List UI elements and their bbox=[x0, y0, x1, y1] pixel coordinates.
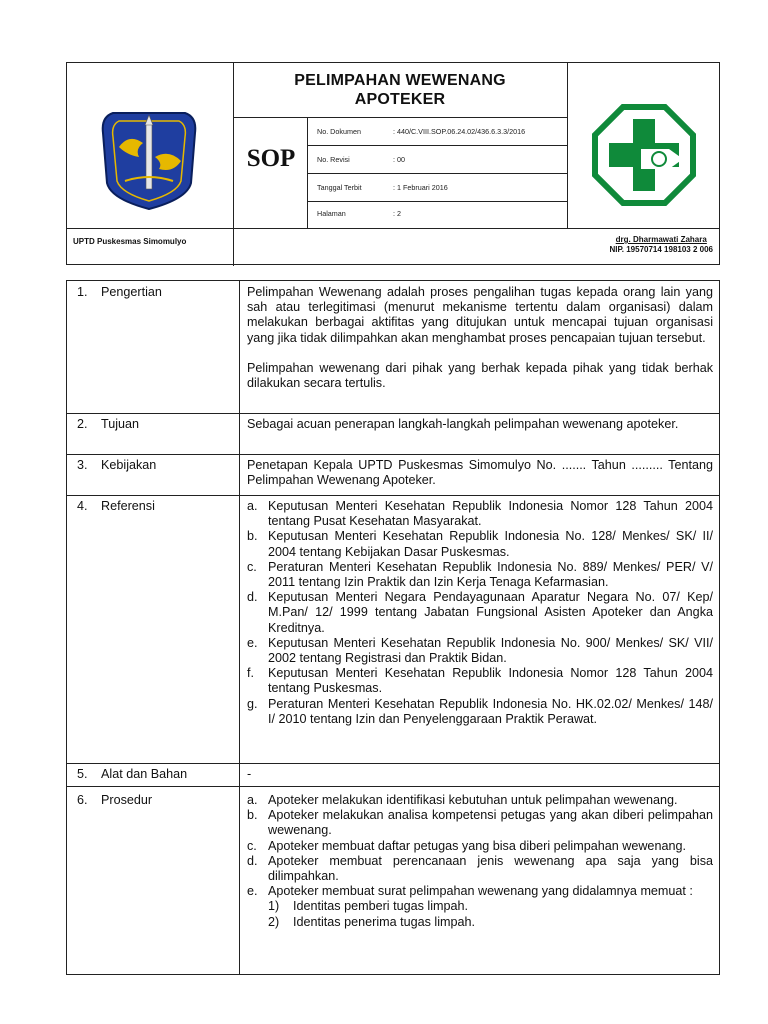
procedure-list bbox=[247, 793, 713, 899]
section-number: 3. bbox=[77, 458, 88, 472]
list-item: f. Keputusan Menteri Kesehatan Republik Indonesia Nomor 128 Tahun 2004 tentang Puskesmas. bbox=[247, 666, 713, 696]
section-label-referensi bbox=[77, 499, 155, 513]
meta-value: : 00 bbox=[393, 155, 405, 164]
list-item: 1) Identitas pemberi tugas limpah. bbox=[268, 899, 469, 914]
list-item: e. Keputusan Menteri Kesehatan Republik Indonesia No. 900/ Menkes/ SK/ VII/ 2002 tentang Registrasi dan Praktik Bidan. bbox=[247, 635, 713, 666]
section-title: Tujuan bbox=[101, 417, 140, 431]
list-item: g. Peraturan Menteri Kesehatan Republik Indonesia No. HK.02.02/ Menkes/ 148/ I/ 2010 tentang Izin dan Penyelenggaraan Praktik Perawat. bbox=[247, 696, 713, 726]
puskesmas-green-cross-logo-icon bbox=[589, 101, 699, 209]
sop-header-table bbox=[66, 62, 720, 265]
sop-content-table bbox=[66, 280, 720, 975]
meta-value: : 440/C.VIII.SOP.06.24.02/436.6.3.3/2016 bbox=[393, 127, 526, 136]
meta-label: No. Dokumen bbox=[317, 127, 361, 136]
meta-label: Tanggal Terbit bbox=[317, 183, 362, 192]
section-title: Alat dan Bahan bbox=[101, 767, 188, 781]
reference-list bbox=[247, 499, 713, 727]
section-title: Pengertian bbox=[101, 285, 162, 299]
section-body-prosedur bbox=[247, 793, 713, 930]
list-item: e. Apoteker membuat surat pelimpahan wewenang yang didalamnya memuat : bbox=[247, 884, 693, 899]
surabaya-city-emblem-icon bbox=[99, 103, 199, 213]
institution-name: UPTD Puskesmas Simomulyo bbox=[73, 237, 187, 246]
meta-row-revision bbox=[317, 155, 405, 164]
title-line-1: PELIMPAHAN WEWENANG bbox=[294, 72, 506, 89]
section-title: Kebijakan bbox=[101, 458, 157, 472]
list-item: d. Apoteker membuat perencanaan jenis wewenang apa saja yang bisa dilimpahkan. bbox=[247, 853, 713, 884]
meta-value: : 2 bbox=[393, 209, 401, 218]
meta-label: Halaman bbox=[317, 209, 346, 218]
section-body-pengertian bbox=[247, 285, 713, 391]
meta-label: No. Revisi bbox=[317, 155, 350, 164]
section-label-kebijakan bbox=[77, 458, 156, 472]
list-item: c. Apoteker membuat daftar petugas yang bisa diberi pelimpahan wewenang. bbox=[247, 838, 686, 853]
section-body-kebijakan: Penetapan Kepala UPTD Puskesmas Simomulyo No. ....... Tahun ......... Tentang Pelimpahan Wewenang Apoteker. bbox=[247, 458, 713, 488]
section-label-tujuan bbox=[77, 417, 139, 431]
meta-row-page bbox=[317, 209, 401, 218]
list-item: b. Apoteker melakukan analisa kompetensi petugas yang akan diberi pelimpahan wewenang. bbox=[247, 808, 713, 838]
definition-paragraph-1: Pelimpahan Wewenang adalah proses pengalihan tugas kepada orang lain yang sah atau terlegitimasi (menurut mekanisme tertentu dalam organisasi) dalam melakukan berbagai aktifitas yang ditujukan untuk mencapai tujuan organisasi yang jika tidak dilimpahkan akan menghambat proses pencapaian tujuan tersebut. bbox=[247, 285, 713, 345]
section-number: 5. bbox=[77, 767, 88, 781]
list-item: d. Keputusan Menteri Negara Pendayagunaan Aparatur Negara No. 07/ Kep/ M.Pan/ 12/ 1999 tentang Jabatan Fungsional Asisten Apoteker dan Angka Kreditnya. bbox=[247, 590, 713, 635]
list-item: 2) Identitas penerima tugas limpah. bbox=[268, 914, 476, 929]
list-item: a. Keputusan Menteri Kesehatan Republik Indonesia Nomor 128 Tahun 2004 tentang Pusat Kesehatan Masyarakat. bbox=[247, 499, 713, 529]
section-label-pengertian bbox=[77, 285, 162, 299]
section-number: 2. bbox=[77, 417, 88, 431]
title-line-2: APOTEKER bbox=[354, 91, 446, 108]
signatory-nip: NIP. 19570714 198103 2 006 bbox=[609, 245, 713, 254]
section-title: Prosedur bbox=[101, 793, 153, 807]
meta-row-issue-date bbox=[317, 183, 448, 192]
list-item: a. Apoteker melakukan identifikasi kebutuhan untuk pelimpahan wewenang. bbox=[247, 793, 678, 807]
list-item: c. Peraturan Menteri Kesehatan Republik Indonesia No. 889/ Menkes/ PER/ V/ 2011 tentang Izin Praktik dan Izin Kerja Tenaga Kefarmasian. bbox=[247, 559, 713, 590]
document-title bbox=[233, 63, 567, 117]
list-item: b. Keputusan Menteri Kesehatan Republik Indonesia No. 128/ Menkes/ SK/ II/ 2004 tentang Kebijakan Dasar Puskesmas. bbox=[247, 529, 713, 559]
section-label-prosedur bbox=[77, 793, 152, 807]
sop-label: SOP bbox=[246, 145, 296, 172]
definition-paragraph-2: Pelimpahan wewenang dari pihak yang berhak kepada pihak yang tidak berhak dilakukan secara tertulis. bbox=[247, 360, 713, 391]
meta-row-document-number bbox=[317, 127, 525, 136]
signatory-block bbox=[609, 235, 713, 255]
section-title: Referensi bbox=[101, 499, 155, 513]
section-body-referensi bbox=[247, 499, 713, 727]
section-number: 4. bbox=[77, 499, 88, 513]
signatory-name: drg. Dharmawati Zahara bbox=[615, 235, 707, 244]
meta-value: : 1 Februari 2016 bbox=[393, 183, 448, 192]
procedure-sublist bbox=[247, 899, 713, 929]
section-body-tujuan: Sebagai acuan penerapan langkah-langkah pelimpahan wewenang apoteker. bbox=[247, 417, 679, 431]
section-number: 6. bbox=[77, 793, 88, 807]
section-body-alat-bahan: - bbox=[247, 767, 252, 781]
section-label-alat-bahan bbox=[77, 767, 187, 781]
section-number: 1. bbox=[77, 285, 88, 299]
